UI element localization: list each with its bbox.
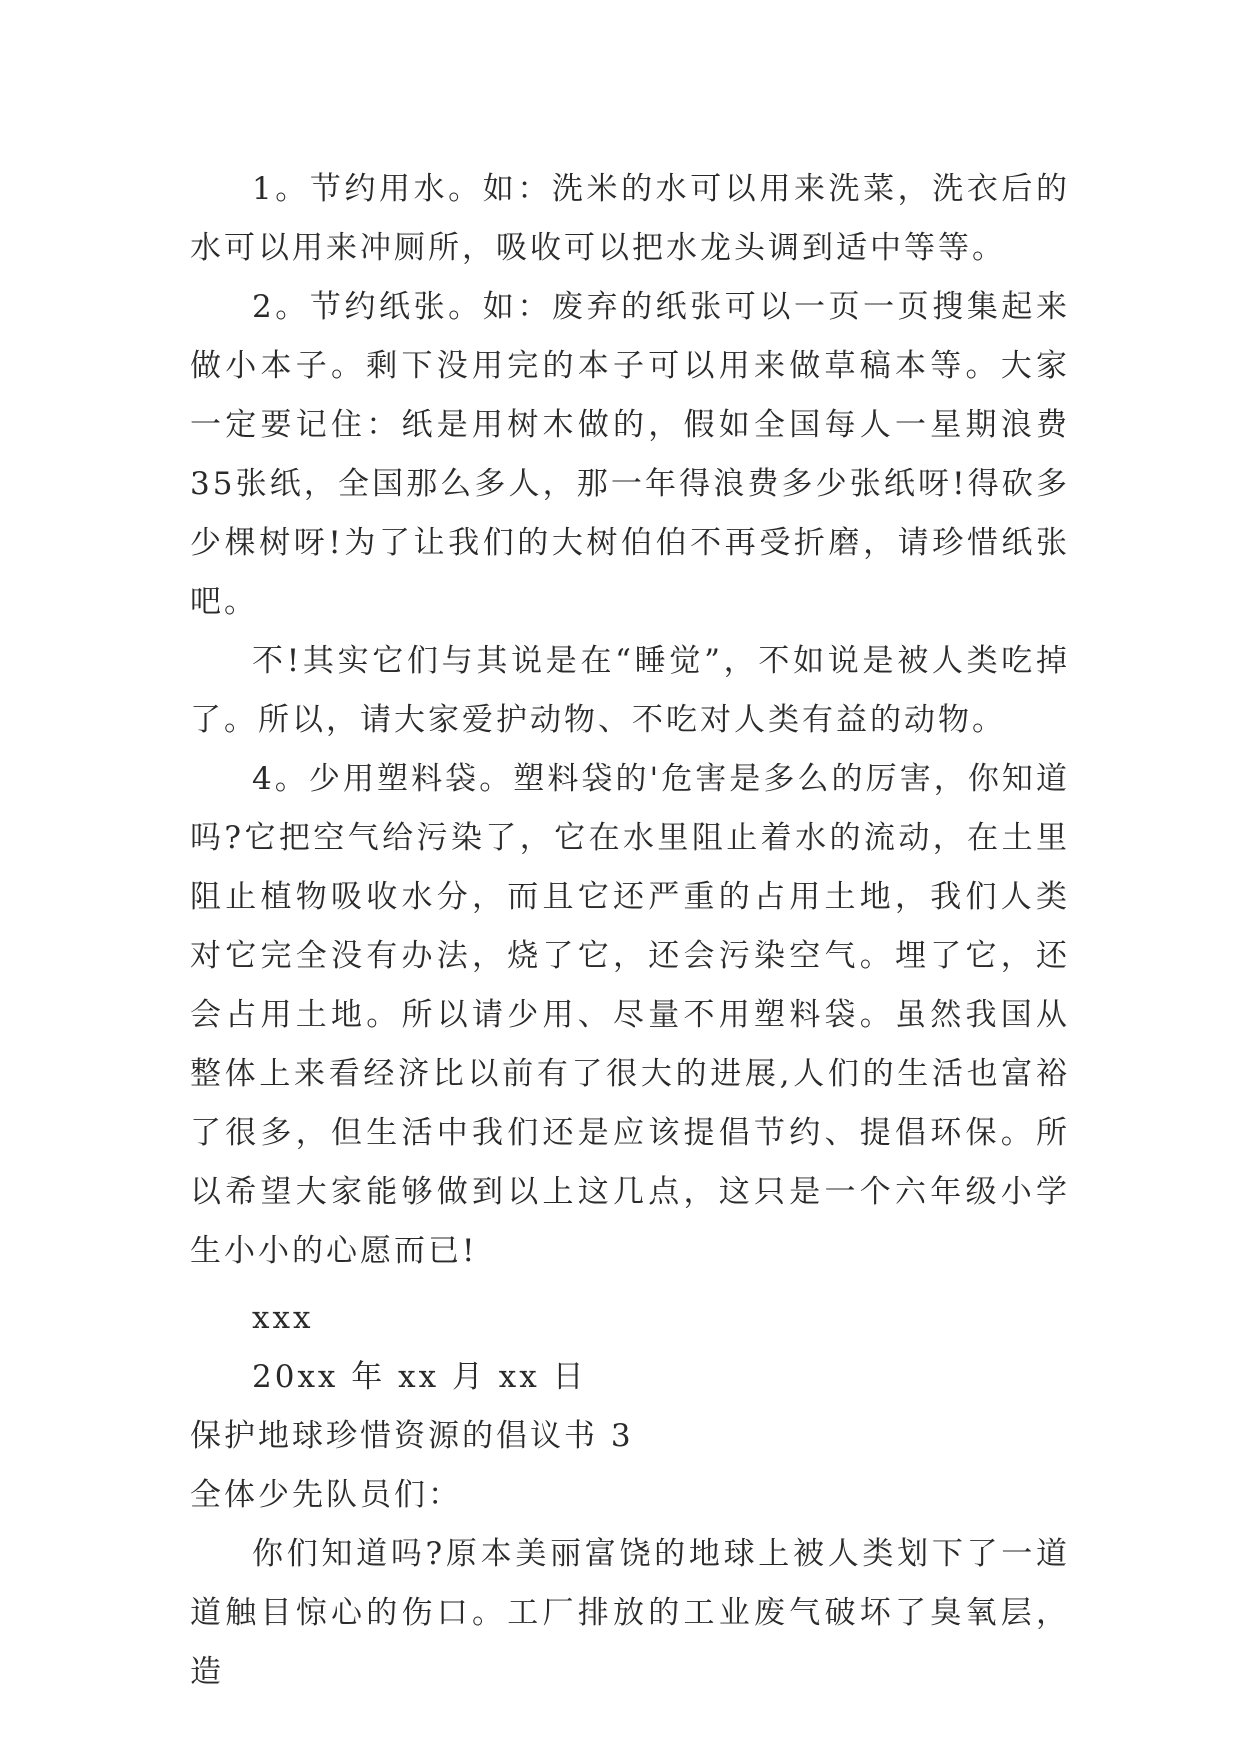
paragraph-save-paper: 2。节约纸张。如：废弃的纸张可以一页一页搜集起来做小本子。剩下没用完的本子可以用来做草稿本等。大家一定要记住：纸是用树木做的，假如全国每人一星期浪费35张纸，全国那么多人，那一年得浪费多少张纸呀!得砍多少棵树呀!为了让我们的大树伯伯不再受折磨，请珍惜纸张吧。 bbox=[190, 289, 1070, 620]
salutation: 全体少先队员们： bbox=[190, 1477, 462, 1513]
paragraph-save-water: 1。节约用水。如：洗米的水可以用来洗菜，洗衣后的水可以用来冲厕所，吸收可以把水龙头调到适中等等。 bbox=[190, 171, 1070, 266]
paragraph-plastic-bags: 4。少用塑料袋。塑料袋的'危害是多么的厉害，你知道吗?它把空气给污染了，它在水里阻止着水的流动，在土里阻止植物吸收水分，而且它还严重的占用土地，我们人类对它完全没有办法，烧了它，还会污染空气。埋了它，还会占用土地。所以请少用、尽量不用塑料袋。虽然我国从整体上来看经济比以前有了很大的进展,人们的生活也富裕了很多，但生活中我们还是应该提倡节约、提倡环保。所以希望大家能够做到以上这几点，这只是一个六年级小学生小小的心愿而已! bbox=[190, 761, 1070, 1269]
signature-date: 20xx 年 xx 月 xx 日 bbox=[252, 1359, 587, 1395]
paragraph-opening: 你们知道吗?原本美丽富饶的地球上被人类划下了一道道触目惊心的伤口。工厂排放的工业废气破坏了臭氧层，造 bbox=[190, 1536, 1070, 1690]
section-title: 保护地球珍惜资源的倡议书 3 bbox=[190, 1418, 634, 1454]
paragraph-protect-animals: 不!其实它们与其说是在“睡觉”，不如说是被人类吃掉了。所以，请大家爱护动物、不吃对人类有益的动物。 bbox=[190, 643, 1070, 738]
document-body bbox=[190, 160, 1070, 1702]
signature-name: xxx bbox=[252, 1300, 314, 1336]
